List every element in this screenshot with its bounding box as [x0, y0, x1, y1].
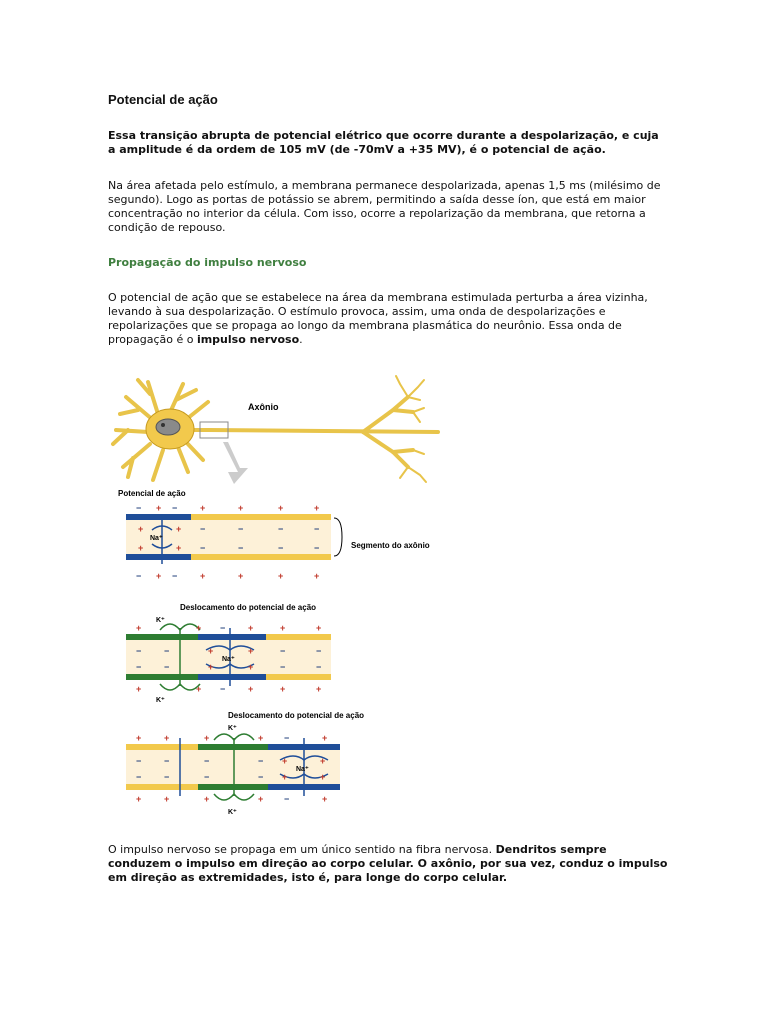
na-ion-2: Na⁺	[222, 656, 235, 663]
svg-text:−: −	[238, 524, 244, 534]
section-heading: Propagação do impulso nervoso	[108, 256, 307, 269]
svg-text:−: −	[280, 662, 286, 672]
svg-text:−: −	[164, 756, 170, 766]
svg-text:−: −	[220, 684, 226, 694]
axon-segment-3	[126, 725, 340, 816]
svg-text:−: −	[136, 571, 142, 581]
svg-text:−: −	[258, 756, 264, 766]
svg-text:−: −	[164, 646, 170, 656]
svg-text:+: +	[204, 733, 210, 743]
svg-text:+: +	[156, 571, 162, 581]
svg-text:+: +	[204, 794, 210, 804]
svg-text:+: +	[196, 684, 202, 694]
svg-text:+: +	[322, 794, 328, 804]
svg-text:+: +	[278, 503, 284, 513]
svg-text:+: +	[320, 756, 326, 766]
svg-text:−: −	[278, 543, 284, 553]
svg-text:+: +	[176, 524, 182, 534]
k-ion-top-2: K⁺	[156, 617, 165, 624]
propagation-text: O potencial de ação que se estabelece na área da membrana estimulada perturba a área vizinha, levando à sua despolarização. O estímulo provoca, assim, uma onda de despolarizações e repolarizações que se propaga ao longo da membrana plasmática do neurônio. Essa onda de propagação é o	[108, 291, 648, 346]
svg-text:−: −	[164, 662, 170, 672]
page-title: Potencial de ação	[108, 92, 218, 107]
svg-text:+: +	[248, 684, 254, 694]
displacement-label-1: Deslocamento do potencial de ação	[180, 603, 317, 612]
svg-text:−: −	[172, 571, 178, 581]
svg-text:−: −	[314, 524, 320, 534]
svg-text:−: −	[316, 662, 322, 672]
svg-text:+: +	[322, 733, 328, 743]
na-ion-3: Na⁺	[296, 766, 309, 773]
svg-text:+: +	[248, 646, 254, 656]
svg-text:−: −	[258, 772, 264, 782]
svg-text:−: −	[316, 646, 322, 656]
direction-text: O impulso nervoso se propaga em um único sentido na fibra nervosa.	[108, 843, 496, 856]
svg-text:−: −	[136, 646, 142, 656]
svg-text:+: +	[200, 503, 206, 513]
repolarization-paragraph: Na área afetada pelo estímulo, a membrana permanece despolarizada, apenas 1,5 ms (milésimo de segundo). Logo as portas de potássio se abrem, permitindo a saída desse íon, que está em maior concentração no interior da célula. Com isso, ocorre a repolarização da membrana, que retorna a condição de repouso.	[108, 179, 661, 234]
k-ion-bottom-2: K⁺	[156, 697, 165, 704]
svg-text:+: +	[278, 571, 284, 581]
svg-text:+: +	[248, 662, 254, 672]
svg-text:−: −	[278, 524, 284, 534]
svg-text:+: +	[320, 772, 326, 782]
svg-text:−: −	[136, 503, 142, 513]
svg-text:−: −	[238, 543, 244, 553]
axon-segment-label: Segmento do axônio	[351, 541, 430, 550]
svg-text:+: +	[156, 503, 162, 513]
direction-paragraph	[108, 843, 668, 885]
svg-text:+: +	[314, 571, 320, 581]
svg-text:−: −	[200, 543, 206, 553]
svg-text:−: −	[136, 772, 142, 782]
svg-text:+: +	[280, 684, 286, 694]
action-potential-figure	[108, 372, 468, 832]
svg-text:−: −	[204, 756, 210, 766]
svg-text:+: +	[248, 623, 254, 633]
svg-text:+: +	[200, 571, 206, 581]
svg-text:−: −	[280, 646, 286, 656]
svg-text:+: +	[316, 623, 322, 633]
svg-text:+: +	[196, 623, 202, 633]
svg-text:+: +	[164, 794, 170, 804]
svg-text:+: +	[238, 571, 244, 581]
svg-text:+: +	[164, 733, 170, 743]
svg-text:−: −	[136, 756, 142, 766]
svg-text:+: +	[136, 623, 142, 633]
svg-text:+: +	[258, 733, 264, 743]
svg-text:+: +	[282, 772, 288, 782]
svg-text:+: +	[258, 794, 264, 804]
svg-text:+: +	[316, 684, 322, 694]
svg-text:−: −	[284, 794, 290, 804]
svg-text:+: +	[176, 543, 182, 553]
svg-text:−: −	[200, 524, 206, 534]
svg-text:+: +	[208, 662, 214, 672]
svg-text:−: −	[172, 503, 178, 513]
svg-text:−: −	[314, 543, 320, 553]
svg-text:−: −	[164, 772, 170, 782]
action-potential-label: Potencial de ação	[118, 489, 186, 498]
displacement-label-2: Deslocamento do potencial de ação	[228, 711, 365, 720]
axon-segment-2	[126, 617, 331, 704]
svg-text:−: −	[136, 662, 142, 672]
svg-text:+: +	[314, 503, 320, 513]
svg-text:+: +	[282, 756, 288, 766]
na-ion-1: Na⁺	[150, 535, 163, 542]
action-potential-diagram	[108, 372, 468, 832]
svg-text:+: +	[138, 524, 144, 534]
k-ion-top-3: K⁺	[228, 725, 237, 732]
svg-text:+: +	[280, 623, 286, 633]
svg-text:+: +	[138, 543, 144, 553]
axon-label: Axônio	[248, 402, 279, 412]
svg-text:+: +	[136, 684, 142, 694]
k-ion-bottom-3: K⁺	[228, 809, 237, 816]
intro-paragraph: Essa transição abrupta de potencial elétrico que ocorre durante a despolarização, e cuja a amplitude é da ordem de 105 mV (de -70mV a +35 MV), é o potencial de ação.	[108, 129, 659, 156]
impulse-term: impulso nervoso	[196, 333, 300, 346]
svg-text:+: +	[136, 733, 142, 743]
svg-text:−: −	[204, 772, 210, 782]
svg-text:−: −	[284, 733, 290, 743]
axon-segment-1	[126, 503, 342, 581]
svg-text:+: +	[136, 794, 142, 804]
neuron-illustration	[113, 376, 438, 484]
svg-text:+: +	[238, 503, 244, 513]
svg-text:−: −	[220, 623, 226, 633]
direction-bold: Dendritos sempre conduzem o impulso em direção ao corpo celular. O axônio, por sua vez, conduz o impulso em direção as extremidades, isto é, para longe do corpo celular.	[108, 843, 668, 884]
propagation-end: .	[299, 333, 303, 346]
svg-text:+: +	[208, 646, 214, 656]
propagation-paragraph	[108, 291, 668, 347]
